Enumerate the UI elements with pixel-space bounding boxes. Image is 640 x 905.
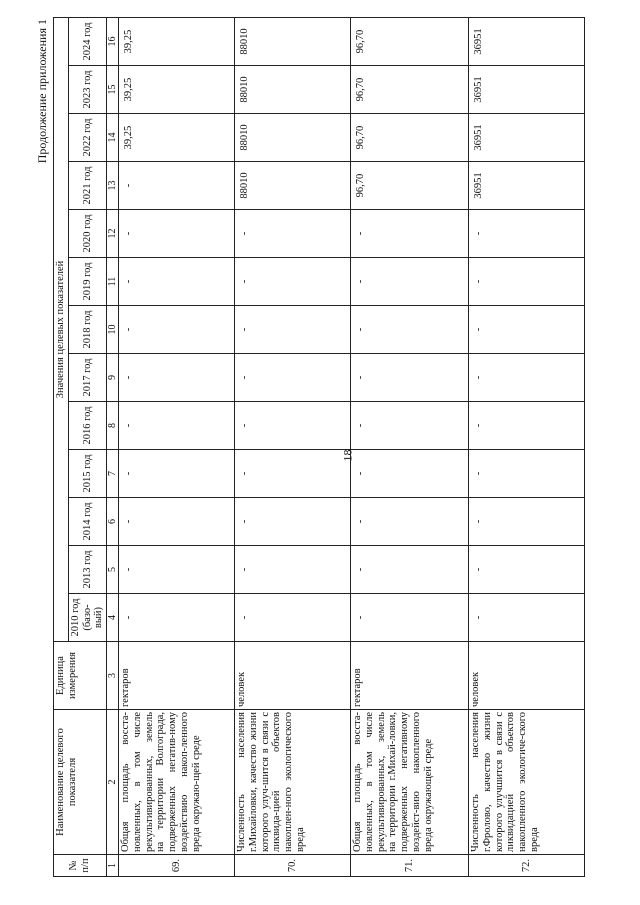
indicator-value: -	[235, 450, 351, 498]
indicator-name: Общая площадь восста-новленных, в том числе рекультивированных, земель на территории г.Михай-ловки, подверженных негативному воздейст-вию накопленного вреда окружающей среде	[351, 710, 469, 855]
indicator-value: -	[469, 258, 585, 306]
column-number: 3	[107, 642, 119, 710]
column-number: 7	[107, 450, 119, 498]
indicator-value: 96,70	[351, 114, 469, 162]
indicator-value: -	[351, 354, 469, 402]
indicator-value: -	[119, 210, 235, 258]
row-number: 71.	[351, 855, 469, 877]
indicator-value: 88010	[235, 17, 351, 65]
header-year: 2010 год (базо-вый)	[68, 594, 106, 642]
rotated-table-sheet	[35, 17, 605, 877]
indicator-value: -	[235, 594, 351, 642]
header-year: 2014 год	[68, 498, 106, 546]
indicator-value: -	[351, 498, 469, 546]
column-number: 12	[107, 210, 119, 258]
indicator-value: -	[351, 594, 469, 642]
indicator-value: -	[351, 450, 469, 498]
indicator-value: -	[469, 402, 585, 450]
indicator-value: -	[469, 354, 585, 402]
column-number: 8	[107, 402, 119, 450]
column-number: 15	[107, 66, 119, 114]
indicator-value: 96,70	[351, 17, 469, 65]
header-year: 2023 год	[68, 66, 106, 114]
column-number: 9	[107, 354, 119, 402]
header-row-top	[54, 17, 69, 876]
column-number: 2	[107, 710, 119, 855]
indicator-value: 36951	[469, 17, 585, 65]
row-number: 72.	[469, 855, 585, 877]
indicator-value: -	[119, 354, 235, 402]
indicator-value: -	[119, 258, 235, 306]
indicator-value: -	[119, 162, 235, 210]
indicator-value: -	[119, 450, 235, 498]
indicator-value: 88010	[235, 66, 351, 114]
header-year: 2022 год	[68, 114, 106, 162]
table-row	[119, 17, 235, 876]
row-number: 69.	[119, 855, 235, 877]
table-row	[469, 17, 585, 876]
indicator-value: 88010	[235, 114, 351, 162]
indicator-value: 36951	[469, 162, 585, 210]
header-year: 2016 год	[68, 402, 106, 450]
indicator-value: -	[469, 306, 585, 354]
indicator-value: 39,25	[119, 114, 235, 162]
indicator-value: -	[235, 402, 351, 450]
column-number: 4	[107, 594, 119, 642]
column-number: 1	[107, 855, 119, 877]
header-year: 2018 год	[68, 306, 106, 354]
indicator-value: -	[351, 306, 469, 354]
indicator-value: -	[351, 258, 469, 306]
column-number: 14	[107, 114, 119, 162]
column-number: 5	[107, 546, 119, 594]
column-number: 13	[107, 162, 119, 210]
page-number: 18	[340, 449, 355, 462]
indicator-unit: гектаров	[119, 642, 235, 710]
column-numbers-row	[107, 17, 119, 876]
indicator-value: -	[235, 498, 351, 546]
column-number: 6	[107, 498, 119, 546]
appendix-continuation-note: Продолжение приложения 1	[35, 19, 49, 164]
indicator-value: -	[119, 306, 235, 354]
indicator-value: 36951	[469, 114, 585, 162]
indicator-value: -	[119, 402, 235, 450]
target-indicators-table	[53, 17, 585, 877]
indicator-value: -	[119, 594, 235, 642]
indicator-value: -	[119, 498, 235, 546]
indicator-value: -	[351, 210, 469, 258]
header-values-group: Значения целевых показателей	[54, 17, 69, 641]
indicator-value: -	[469, 594, 585, 642]
indicator-value: -	[469, 210, 585, 258]
indicator-value: -	[235, 210, 351, 258]
header-year: 2013 год	[68, 546, 106, 594]
header-year: 2015 год	[68, 450, 106, 498]
indicator-unit: человек	[469, 642, 585, 710]
header-unit: Единица измерения	[54, 642, 107, 710]
indicator-value: -	[469, 498, 585, 546]
header-year: 2020 год	[68, 210, 106, 258]
row-number: 70.	[235, 855, 351, 877]
indicator-name: Численность населения г.Михайловки, качество жизни которого улуч-шится в связи с ликвида-цией объектов накоплен-ного экологического вреда	[235, 710, 351, 855]
indicator-unit: человек	[235, 642, 351, 710]
table-row	[351, 17, 469, 876]
indicator-value: 88010	[235, 162, 351, 210]
indicator-name: Общая площадь восста-новленных, в том числе рекультивированных, земель на территории Волгограда, подверженных негатив-ному воздействию накоп-ленного вреда окружаю-щей среде	[119, 710, 235, 855]
indicator-value: 36951	[469, 66, 585, 114]
indicator-name: Численность населения г.Фролово, качество жизни которого улучшится в связи с ликвидацией объектов накопленного экологиче-ского вреда	[469, 710, 585, 855]
header-year: 2019 год	[68, 258, 106, 306]
indicator-value: -	[469, 450, 585, 498]
column-number: 16	[107, 17, 119, 65]
indicator-value: 96,70	[351, 66, 469, 114]
indicator-value: -	[235, 546, 351, 594]
indicator-value: -	[119, 546, 235, 594]
indicator-value: -	[351, 546, 469, 594]
indicator-value: -	[235, 354, 351, 402]
header-year: 2021 год	[68, 162, 106, 210]
header-year: 2024 год	[68, 17, 106, 65]
indicator-unit: гектаров	[351, 642, 469, 710]
column-number: 10	[107, 306, 119, 354]
header-num: № п/п	[54, 855, 107, 877]
header-name: Наименование целевого показателя	[54, 710, 107, 855]
indicator-value: -	[469, 546, 585, 594]
indicator-value: -	[351, 402, 469, 450]
indicator-value: 39,25	[119, 17, 235, 65]
indicator-value: 39,25	[119, 66, 235, 114]
column-number: 11	[107, 258, 119, 306]
indicator-value: -	[235, 258, 351, 306]
header-year: 2017 год	[68, 354, 106, 402]
indicator-value: 96,70	[351, 162, 469, 210]
indicator-value: -	[235, 306, 351, 354]
table-row	[235, 17, 351, 876]
